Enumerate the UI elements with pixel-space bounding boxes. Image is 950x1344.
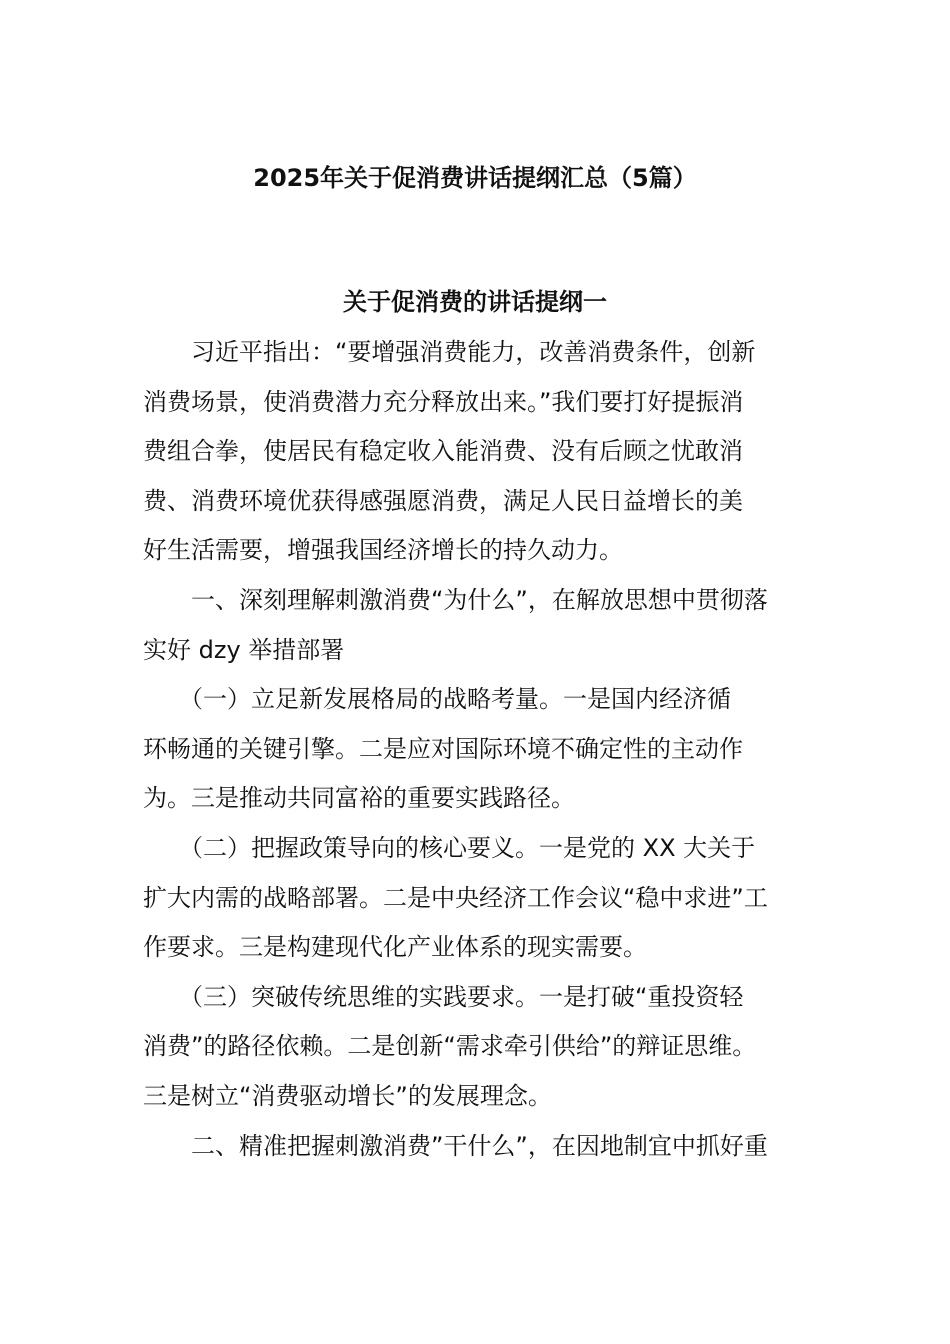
text-line: 作要求。三是构建现代化产业体系的现实需要。 [143,933,647,962]
text-line: 三是树立“消费驱动增长”的发展理念。 [143,1081,552,1110]
text-line: 二、精准把握刺激消费”干什么”，在因地制宜中抓好重 [143,1131,768,1160]
document-body [143,334,807,1177]
text-line: （二）把握政策导向的核心要义。一是党的 XX 大关于 [143,833,756,862]
text-line: 一、深刻理解刺激消费“为什么”，在解放思想中贯彻落 [143,585,768,614]
text-line: （三）突破传统思维的实践要求。一是打破“重投资轻 [143,982,744,1011]
text-line: 扩大内需的战略部署。二是中央经济工作会议“稳中求进”工 [143,883,768,912]
text-line: 环畅通的关键引擎。二是应对国际环境不确定性的主动作 [143,734,743,763]
text-line: 实好 dzy 举措部署 [143,635,345,664]
text-line: 好生活需要，增强我国经济增长的持久动力。 [143,536,623,565]
text-line: 消费”的路径依赖。二是创新“需求牵引供给”的辩证思维。 [143,1032,757,1061]
text-line: 为。三是推动共同富裕的重要实践路径。 [143,784,575,813]
section-title: 关于促消费的讲话提纲一 [343,288,607,316]
text-line: （一）立足新发展格局的战略考量。一是国内经济循 [143,685,731,714]
document-title: 2025年关于促消费讲话提纲汇总（5篇） [253,164,697,192]
text-line: 费、消费环境优获得感强愿消费，满足人民日益增长的美 [143,486,743,515]
text-line: 习近平指出：“要增强消费能力，改善消费条件，创新 [143,338,756,366]
text-line: 消费场景，使消费潜力充分释放出来。”我们要打好提振消 [143,387,744,416]
text-line: 费组合拳，使居民有稳定收入能消费、没有后顾之忧敢消 [143,437,743,466]
